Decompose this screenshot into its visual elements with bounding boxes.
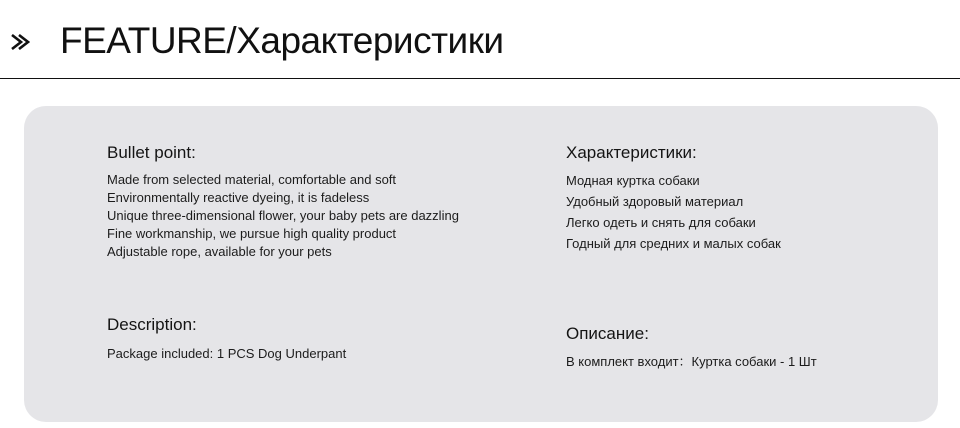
page-header — [0, 0, 960, 80]
bullet-point-list — [107, 171, 459, 261]
list-item: Годный для средних и малых собак — [566, 236, 781, 251]
characteristics-list — [566, 170, 781, 254]
opisanie-text: В комплект входит：Куртка собаки - 1 Шт — [566, 354, 817, 369]
list-item: Удобный здоровый материал — [566, 194, 744, 209]
list-item: Adjustable rope, available for your pets — [107, 244, 332, 259]
list-item: Made from selected material, comfortable and soft — [107, 172, 397, 187]
list-item: Fine workmanship, we pursue high quality product — [107, 226, 397, 241]
list-item: Модная куртка собаки — [566, 173, 700, 188]
header-divider — [0, 78, 960, 79]
description-text: Package included: 1 PCS Dog Underpant — [107, 346, 347, 361]
list-item: Environmentally reactive dyeing, it is fadeless — [107, 190, 370, 205]
list-item: Unique three-dimensional flower, your baby pets are dazzling — [107, 208, 459, 223]
description-heading: Description: — [107, 315, 197, 334]
double-chevron-right-icon — [10, 34, 30, 50]
opisanie-heading: Описание: — [566, 324, 649, 343]
characteristics-heading: Характеристики: — [566, 143, 697, 162]
page-title: FEATURE/Характеристики — [60, 20, 504, 61]
list-item: Легко одеть и снять для собаки — [566, 215, 756, 230]
bullet-point-heading: Bullet point: — [107, 143, 196, 162]
